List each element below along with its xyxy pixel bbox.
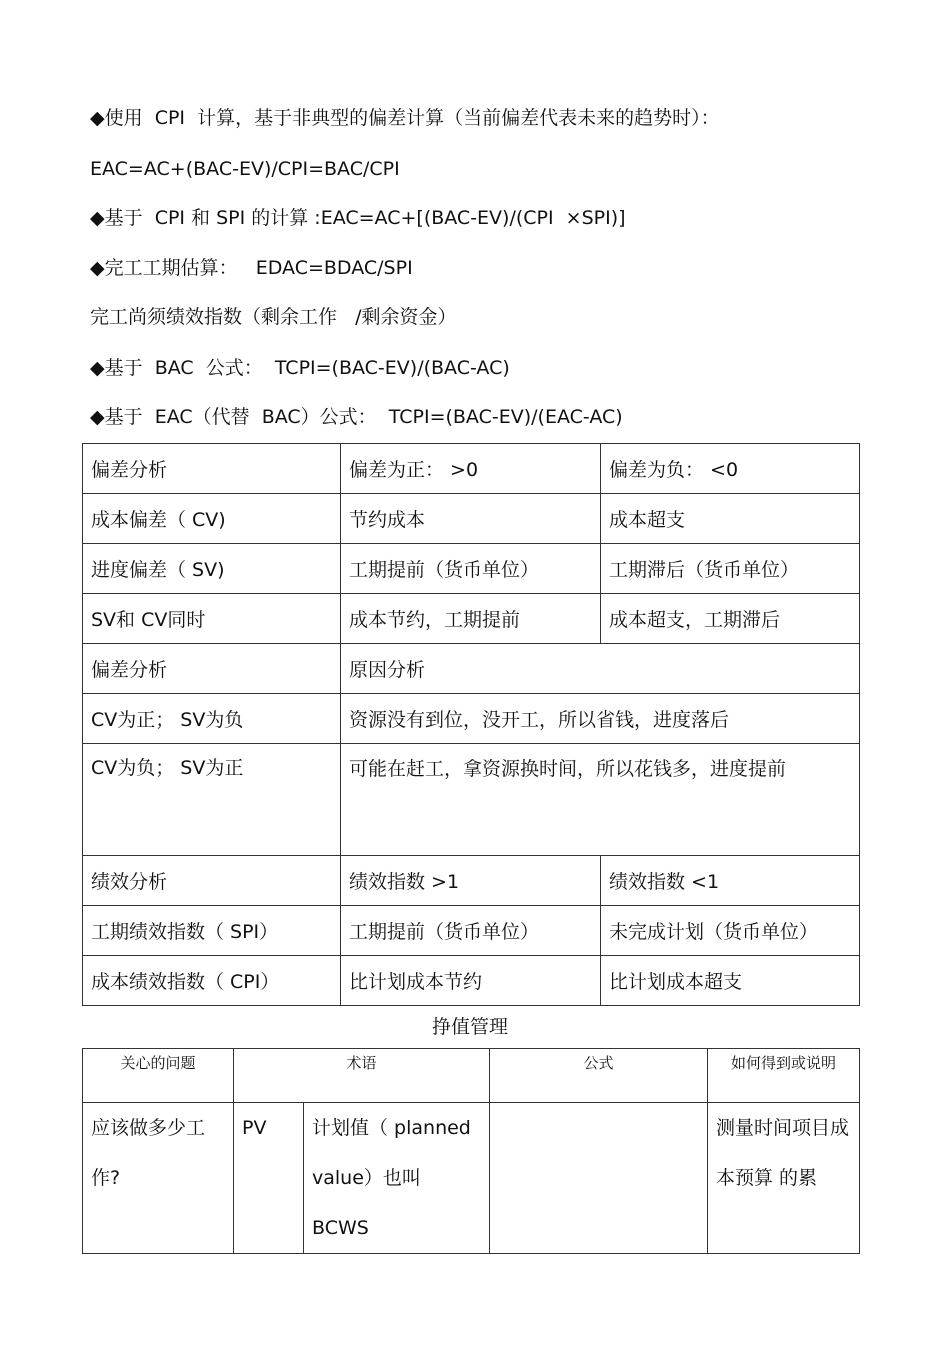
table-row xyxy=(83,544,860,594)
earned-value-table xyxy=(82,1048,860,1254)
table-row xyxy=(83,956,860,1006)
table-cell: 偏差为负： <0 xyxy=(601,444,860,494)
table-cell: 比计划成本节约 xyxy=(341,956,601,1006)
table-cell: 计划值（ planned value）也叫 BCWS xyxy=(304,1103,490,1254)
table-cell: 绩效分析 xyxy=(83,856,341,906)
table-row xyxy=(83,1103,860,1254)
table-cell: 资源没有到位，没开工，所以省钱，进度落后 xyxy=(341,694,860,744)
text-line-5: 完工尚须绩效指数（剩余工作 /剩余资金） xyxy=(90,306,457,328)
text-line-4: ◆完工工期估算： EDAC=BDAC/SPI xyxy=(90,257,413,279)
table-header-row xyxy=(83,1049,860,1103)
table-row xyxy=(83,906,860,956)
table-caption: 挣值管理 xyxy=(431,1016,508,1038)
table-cell: 进度偏差（ SV) xyxy=(83,544,341,594)
table-cell: 成本偏差（ CV) xyxy=(83,494,341,544)
table-cell: 可能在赶工，拿资源换时间，所以花钱多，进度提前 xyxy=(341,744,860,856)
table-cell: CV为负； SV为正 xyxy=(83,744,341,856)
table-cell: 应该做多少工作? xyxy=(83,1103,234,1254)
table-cell: 比计划成本超支 xyxy=(601,956,860,1006)
table-cell: 工期提前（货币单位） xyxy=(341,544,601,594)
table-cell: 成本超支，工期滞后 xyxy=(601,594,860,644)
table-cell: 测量时间项目成本预算 的累 xyxy=(708,1103,860,1254)
table-cell: 未完成计划（货币单位） xyxy=(601,906,860,956)
column-header: 术语 xyxy=(234,1049,490,1103)
table-cell: 节约成本 xyxy=(341,494,601,544)
table-cell: 绩效指数 <1 xyxy=(601,856,860,906)
table-row xyxy=(83,744,860,856)
column-header: 公式 xyxy=(490,1049,708,1103)
table-cell: 成本超支 xyxy=(601,494,860,544)
table-cell xyxy=(490,1103,708,1254)
table-cell: 成本绩效指数（ CPI） xyxy=(83,956,341,1006)
table-cell: 偏差分析 xyxy=(83,444,341,494)
table-cell: 偏差分析 xyxy=(83,644,341,694)
variance-analysis-table xyxy=(82,443,860,1006)
table-cell: 成本节约，工期提前 xyxy=(341,594,601,644)
table-cell: CV为正； SV为负 xyxy=(83,694,341,744)
table-cell: 工期提前（货币单位） xyxy=(341,906,601,956)
text-line-7: ◆基于 EAC（代替 BAC）公式： TCPI=(BAC-EV)/(EAC-AC) xyxy=(90,406,623,428)
table-row xyxy=(83,856,860,906)
table-cell: 偏差为正： >0 xyxy=(341,444,601,494)
column-header: 关心的问题 xyxy=(83,1049,234,1103)
text-line-2: EAC=AC+(BAC-EV)/CPI=BAC/CPI xyxy=(90,158,400,180)
text-line-6: ◆基于 BAC 公式： TCPI=(BAC-EV)/(BAC-AC) xyxy=(90,357,510,379)
column-header: 如何得到或说明 xyxy=(708,1049,860,1103)
table-row xyxy=(83,644,860,694)
text-line-1: ◆使用 CPI 计算，基于非典型的偏差计算（当前偏差代表未来的趋势时）： xyxy=(90,107,720,129)
table-cell: 绩效指数 >1 xyxy=(341,856,601,906)
table-cell: 工期滞后（货币单位） xyxy=(601,544,860,594)
table-row xyxy=(83,594,860,644)
table-cell: 原因分析 xyxy=(341,644,860,694)
table-row xyxy=(83,494,860,544)
table-cell: PV xyxy=(234,1103,304,1254)
table-row xyxy=(83,694,860,744)
table-cell: SV和 CV同时 xyxy=(83,594,341,644)
table-row xyxy=(83,444,860,494)
table-cell: 工期绩效指数（ SPI） xyxy=(83,906,341,956)
text-line-3: ◆基于 CPI 和 SPI 的计算 :EAC=AC+[(BAC-EV)/(CPI ×SPI)] xyxy=(90,207,626,229)
